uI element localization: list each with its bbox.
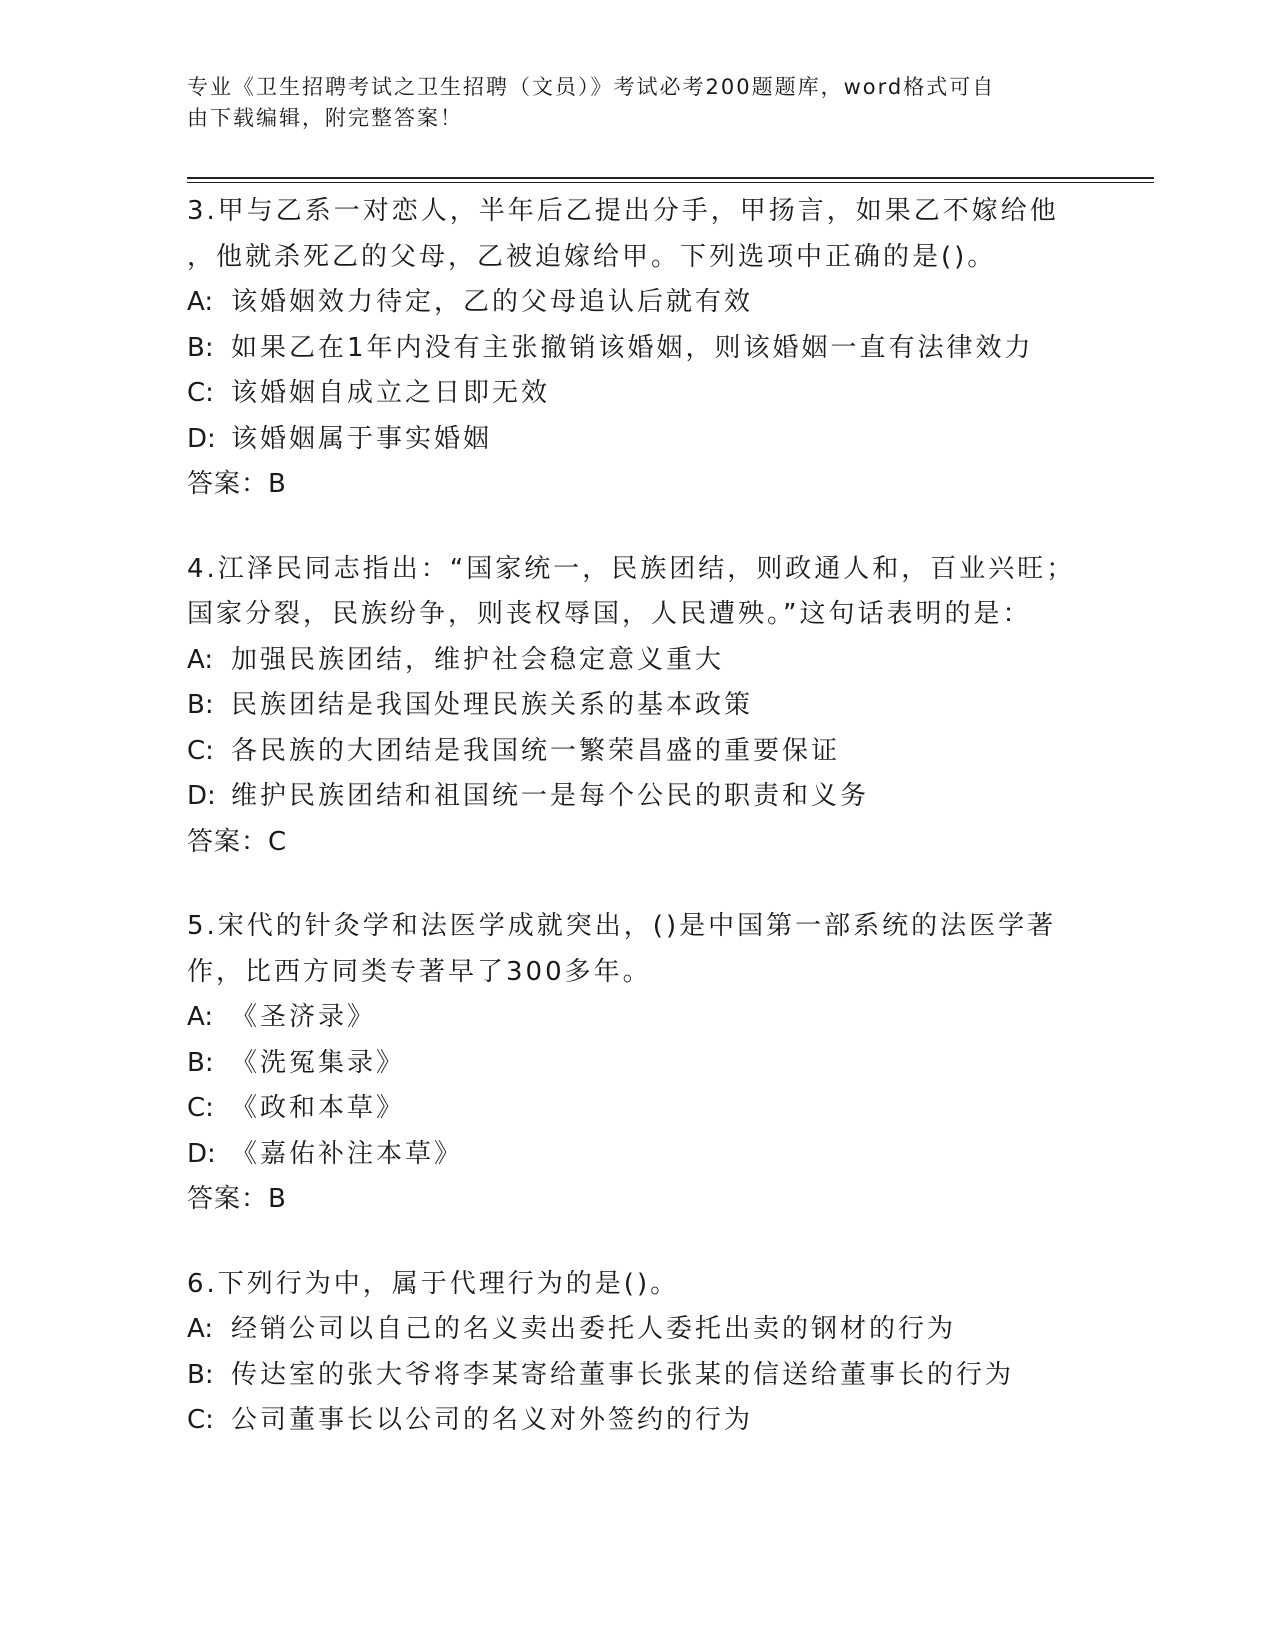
option-a — [187, 280, 1087, 326]
option-key: D: — [187, 781, 216, 811]
header-line-2: 由下载编辑，附完整答案！ — [187, 106, 463, 130]
header-line-1: 专业《卫生招聘考试之卫生招聘（文员）》考试必考200题题库，word格式可自 — [187, 75, 996, 99]
answer-line: 答案：B — [187, 469, 287, 499]
option-a — [187, 995, 1087, 1041]
option-a — [187, 638, 1087, 684]
option-c — [187, 371, 1087, 417]
question-3 — [187, 189, 1087, 508]
option-key: C: — [187, 1093, 214, 1123]
option-text: 经销公司以自己的名义卖出委托人委托出卖的钢材的行为 — [231, 1314, 957, 1344]
option-key: B: — [187, 1047, 214, 1078]
option-text: 传达室的张大爷将李某寄给董事长张某的信送给董事长的行为 — [231, 1359, 1015, 1390]
question-stem-line: 3.甲与乙系一对恋人，半年后乙提出分手，甲扬言，如果乙不嫁给他 — [187, 196, 1059, 226]
option-text: 该婚姻自成立之日即无效 — [231, 378, 551, 408]
option-key: A: — [187, 644, 214, 675]
question-stem-line: 作，比西方同类专著早了300多年。 — [187, 956, 652, 987]
option-key: C: — [187, 378, 214, 408]
question-stem-line: 5.宋代的针灸学和法医学成就突出，()是中国第一部系统的法医学著 — [187, 911, 1057, 941]
option-key: A: — [187, 1314, 214, 1344]
option-c — [187, 1086, 1087, 1132]
option-text: 维护民族团结和祖国统一是每个公民的职责和义务 — [231, 781, 870, 811]
option-d — [187, 774, 1087, 820]
option-text: 该婚姻效力待定，乙的父母追认后就有效 — [231, 287, 754, 317]
answer-line: 答案：B — [187, 1184, 287, 1214]
option-b — [187, 683, 1087, 729]
option-text: 加强民族团结，维护社会稳定意义重大 — [231, 644, 725, 675]
option-key: D: — [187, 1138, 216, 1169]
option-c — [187, 1398, 1087, 1444]
option-b — [187, 1353, 1087, 1399]
option-text: 《洗冤集录》 — [231, 1047, 406, 1078]
option-a — [187, 1307, 1087, 1353]
header-divider-thick — [187, 177, 1154, 179]
option-text: 《政和本草》 — [231, 1093, 406, 1123]
option-text: 该婚姻属于事实婚姻 — [231, 423, 493, 454]
option-key: B: — [187, 1359, 214, 1390]
option-c — [187, 729, 1087, 775]
question-4 — [187, 547, 1087, 866]
question-list — [187, 189, 1087, 1483]
question-6 — [187, 1262, 1087, 1444]
answer-line: 答案：C — [187, 826, 288, 857]
option-key: C: — [187, 735, 214, 766]
header-divider-thin — [187, 182, 1154, 183]
option-key: C: — [187, 1405, 214, 1435]
option-text: 各民族的大团结是我国统一繁荣昌盛的重要保证 — [231, 735, 841, 766]
option-key: B: — [187, 332, 214, 363]
option-text: 公司董事长以公司的名义对外签约的行为 — [231, 1405, 754, 1435]
question-stem-line: 国家分裂，民族纷争，则丧权辱国，人民遭殃。”这句话表明的是： — [187, 599, 1032, 629]
option-d — [187, 417, 1087, 463]
document-header — [187, 72, 1087, 134]
option-text: 如果乙在1年内没有主张撤销该婚姻，则该婚姻一直有法律效力 — [231, 332, 1034, 363]
question-stem-line: ，他就杀死乙的父母，乙被迫嫁给甲。下列选项中正确的是()。 — [187, 241, 997, 272]
option-key: B: — [187, 690, 214, 720]
option-text: 《圣济录》 — [231, 1002, 377, 1032]
option-key: A: — [187, 287, 214, 317]
option-b — [187, 1041, 1087, 1087]
option-b — [187, 326, 1087, 372]
option-text: 民族团结是我国处理民族关系的基本政策 — [231, 690, 754, 720]
option-d — [187, 1132, 1087, 1178]
option-text: 《嘉佑补注本草》 — [231, 1138, 464, 1169]
question-5 — [187, 904, 1087, 1223]
option-key: D: — [187, 423, 216, 454]
question-stem-line: 4.江泽民同志指出：“国家统一，民族团结，则政通人和，百业兴旺； — [187, 553, 1076, 584]
option-key: A: — [187, 1002, 214, 1032]
question-stem-line: 6.下列行为中，属于代理行为的是()。 — [187, 1268, 680, 1299]
